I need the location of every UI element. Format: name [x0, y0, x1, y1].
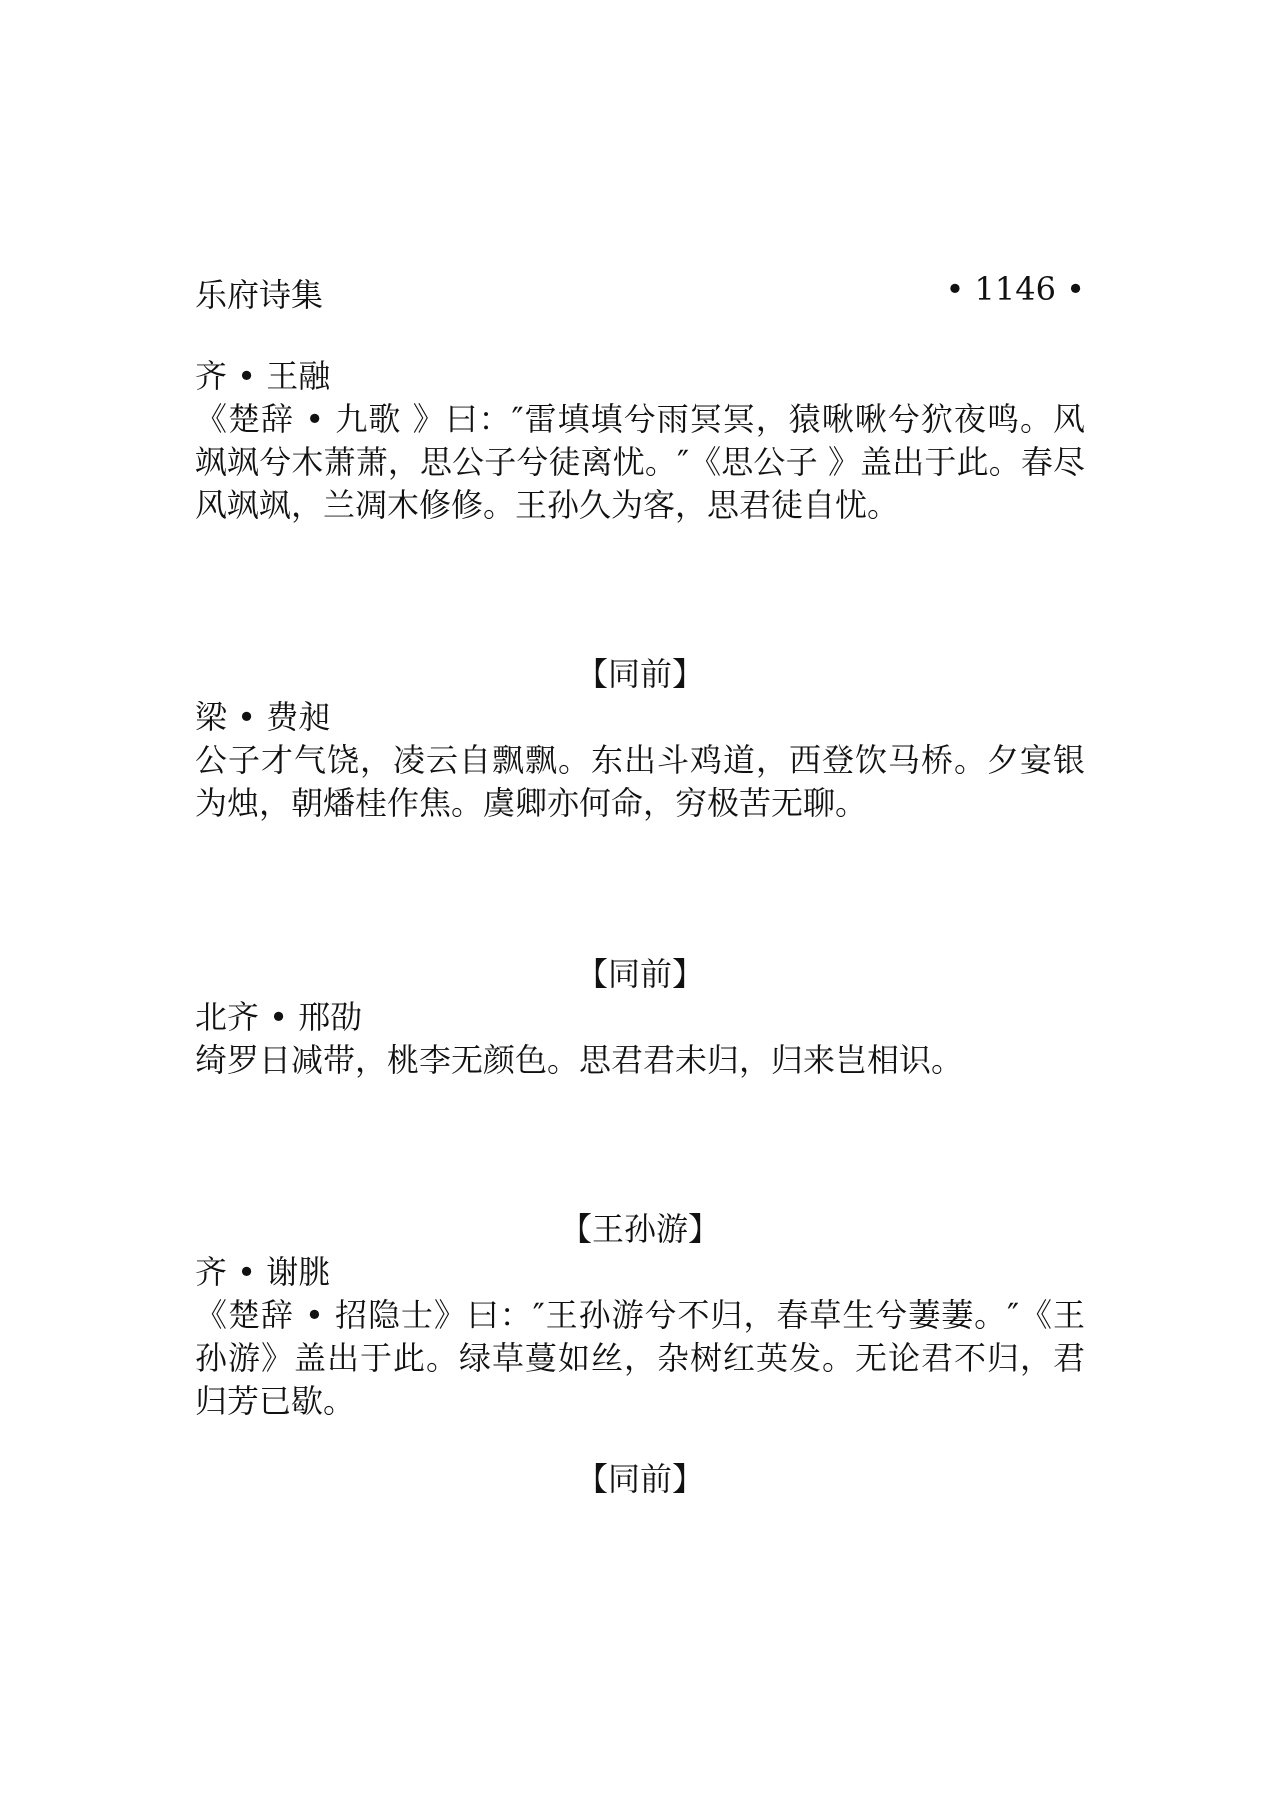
poem-section-2 — [195, 653, 1085, 825]
poem-author: 齐 • 谢朓 — [195, 1253, 331, 1291]
poem-text: 绮罗日减带，桃李无颜色。思君君未归，归来岂相识。 — [195, 1041, 964, 1079]
poem-author: 梁 • 费昶 — [195, 698, 331, 736]
page-header — [195, 270, 1085, 314]
poem-title: 【同前】 — [575, 1460, 704, 1498]
poem-title: 【同前】 — [575, 655, 704, 693]
poem-author: 齐 • 王融 — [195, 357, 331, 395]
poem-title: 【王孙游】 — [559, 1210, 720, 1248]
poem-text: 《楚辞 • 九歌 》曰：″雷填填兮雨冥冥，猿啾啾兮狖夜鸣。风飒飒兮木萧萧，思公子兮徒离忧。″《思公子 》盖出于此。春尽风飒飒，兰凋木修修。王孙久为客，思君徒自忧。 — [195, 400, 1085, 524]
poem-section-5 — [195, 1458, 1085, 1501]
poem-author: 北齐 • 邢劭 — [195, 998, 363, 1036]
poem-text: 公子才气饶，凌云自飘飘。东出斗鸡道，西登饮马桥。夕宴银为烛，朝燔桂作焦。虞卿亦何命，穷极苦无聊。 — [195, 741, 1085, 822]
poem-section-4 — [195, 1208, 1085, 1423]
poem-title: 【同前】 — [575, 955, 704, 993]
poem-section-3 — [195, 953, 1085, 1082]
page-number: • 1146 • — [945, 270, 1085, 308]
book-title: 乐府诗集 — [195, 276, 324, 314]
poem-section-1 — [195, 355, 1085, 527]
poem-text: 《楚辞 • 招隐士》曰：″王孙游兮不归，春草生兮萋萋。″《王孙游》盖出于此。绿草蔓如丝，杂树红英发。无论君不归，君归芳已歇。 — [195, 1296, 1085, 1420]
